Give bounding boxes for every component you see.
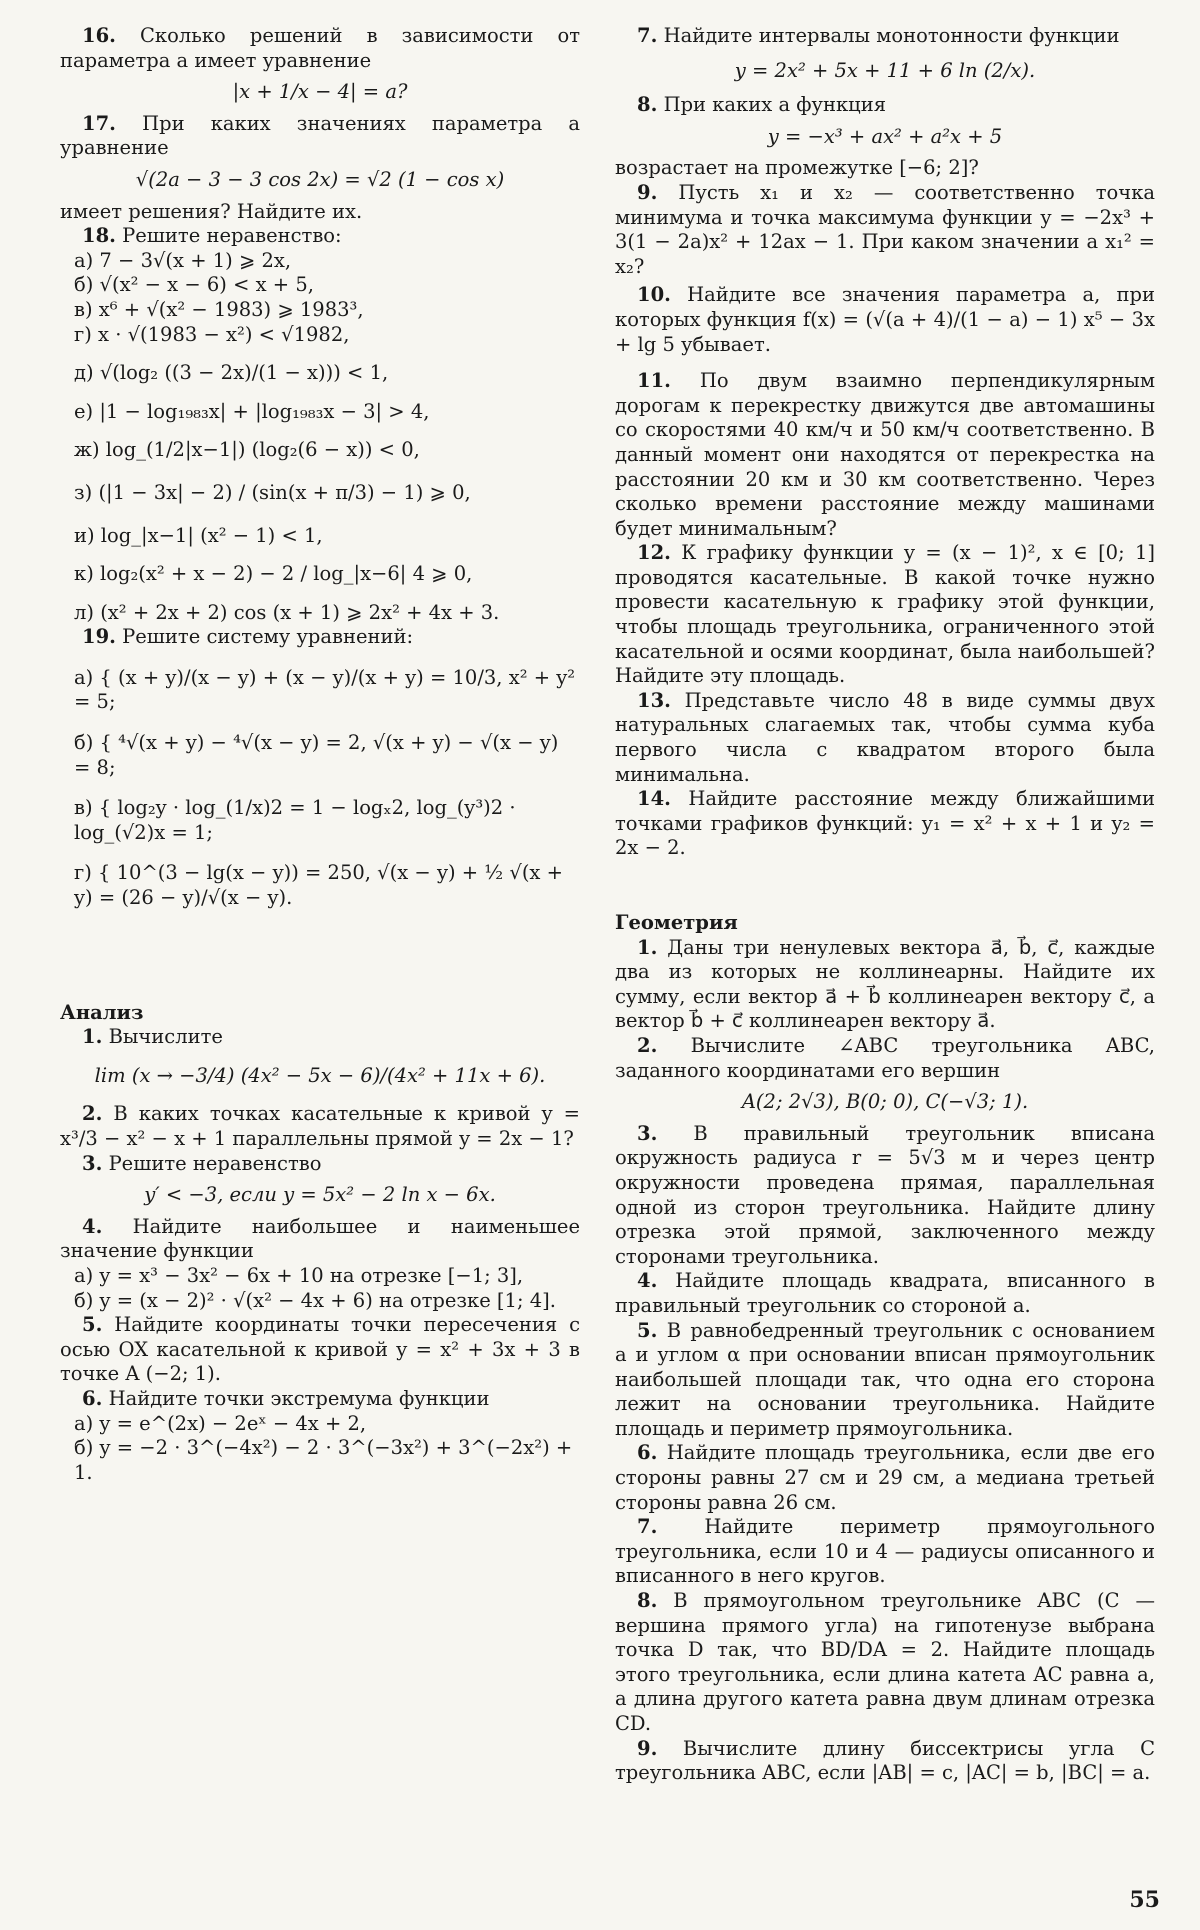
problem-text: При каких значениях параметра a уравнение (60, 111, 581, 160)
problem-19 (60, 625, 580, 650)
problem-text: Найдите координаты точки пересечения с осью OX касательной к кривой y = x² + 3x + 3 в точке A (−2; 1). (60, 1313, 580, 1386)
geometry-problem-3 (615, 1122, 1155, 1270)
sub-item: г) { 10^(3 − lg(x − y)) = 250, √(x − y) + ½ √(x + y) = (26 − y)/√(x − y). (74, 861, 563, 910)
problem-number: 4. (82, 1214, 103, 1238)
formula: y′ < −3, если y = 5x² − 2 ln x − 6x. (144, 1183, 496, 1207)
problem-number: 1. (637, 935, 658, 959)
sub-item: и) log_|x−1| (x² − 1) < 1, (74, 523, 323, 547)
problem-text: Найдите площадь квадрата, вписанного в правильный треугольник со стороной a. (615, 1269, 1156, 1317)
problem-text-continued: имеет решения? Найдите их. (60, 199, 363, 223)
geometry-problem-9 (615, 1737, 1155, 1786)
sub-item: з) (|1 − 3x| − 2) / (sin(x + π/3) − 1) ⩾ 0, (74, 480, 471, 504)
section-heading-analysis: Анализ (60, 1000, 144, 1024)
sub-item: б) y = (x − 2)² · √(x² − 4x + 6) на отрезке [1; 4]. (74, 1288, 556, 1312)
page-number: 55 (1129, 1887, 1160, 1913)
problem-number: 9. (637, 1736, 658, 1760)
problem-number: 2. (82, 1102, 103, 1126)
problem-number: 1. (82, 1025, 103, 1049)
problem-text: Найдите наибольшее и наименьшее значение функции (60, 1214, 581, 1263)
problem-number: 14. (637, 787, 671, 811)
analysis-problem-14 (615, 787, 1155, 861)
problem-number: 8. (637, 1589, 658, 1613)
problem-text: Найдите площадь треугольника, если две его стороны равны 27 см и 29 см, а медиана третьей стороны равна 26 см. (615, 1441, 1155, 1514)
problem-text: Найдите интервалы монотонности функции (663, 24, 1120, 47)
analysis-problem-8 (615, 93, 1155, 118)
analysis-problem-5 (60, 1313, 580, 1387)
sub-item: а) 7 − 3√(x + 1) ⩾ 2x, (74, 248, 292, 272)
problem-text: При каких a функция (663, 93, 887, 117)
analysis-problem-13 (615, 689, 1155, 787)
formula: y = −x³ + ax² + a²x + 5 (767, 124, 1003, 148)
problem-number: 12. (637, 541, 671, 565)
geometry-problem-4 (615, 1269, 1155, 1318)
problem-text: Даны три ненулевых вектора a⃗, b⃗, c⃗, каждые два из которых не коллинеарны. Найдите их сумму, если вектор a⃗ + b⃗ коллинеарен вектору c⃗, а вектор b⃗ + c⃗ коллинеарен вектору a⃗. (615, 935, 1156, 1033)
sub-item: в) x⁶ + √(x² − 1983) ⩾ 1983³, (74, 297, 364, 321)
problem-text-continued: возрастает на промежутке [−6; 2]? (615, 156, 979, 180)
problem-number: 10. (637, 283, 671, 307)
problem-text: Представьте число 48 в виде суммы двух натуральных слагаемых так, чтобы сумма куба первого числа с квадратом второго была минимальна. (615, 688, 1155, 786)
geometry-problem-2 (615, 1034, 1155, 1083)
geometry-problem-5 (615, 1319, 1155, 1442)
right-column (615, 24, 1155, 1786)
problem-text: Вычислите (108, 1025, 223, 1049)
sub-item: а) { (x + y)/(x − y) + (x − y)/(x + y) = 10/3, x² + y² = 5; (74, 665, 576, 714)
problem-17 (60, 112, 580, 161)
problem-number: 5. (637, 1318, 658, 1342)
section-heading-geometry: Геометрия (615, 911, 738, 934)
problem-number: 18. (82, 224, 116, 248)
problem-number: 17. (82, 111, 116, 135)
analysis-problem-1 (60, 1025, 580, 1050)
sub-item: е) |1 − log₁₉₈₃x| + |log₁₉₈₃x − 3| > 4, (74, 399, 430, 423)
problem-number: 8. (637, 93, 658, 117)
problem-18 (60, 224, 580, 249)
problem-text: Найдите периметр прямоугольного треугольника, если 10 и 4 — радиусы описанного и вписанного в него кругов. (615, 1515, 1156, 1588)
problem-text: Пусть x₁ и x₂ — соответственно точка минимума и точка максимума функции y = −2x³ + 3(1 − 2a)x² + 12ax − 1. При каком значении a x₁² = x₂? (615, 180, 1156, 278)
problem-text: Сколько решений в зависимости от параметра a имеет уравнение (60, 24, 581, 72)
problem-number: 6. (637, 1441, 658, 1465)
geometry-problem-7 (615, 1515, 1155, 1589)
problem-text: Найдите все значения параметра a, при которых функция f(x) = (√(a + 4)/(1 − a) − 1) x⁵ − 3x + lg 5 убывает. (615, 283, 1156, 356)
sub-item: ж) log_(1/2|x−1|) (log₂(6 − x)) < 0, (74, 438, 420, 462)
problem-number: 2. (637, 1033, 658, 1057)
problem-text: Решите неравенство (108, 1151, 322, 1175)
problem-number: 19. (82, 625, 116, 649)
formula: |x + 1/x − 4| = a? (232, 80, 408, 104)
sub-item: а) y = e^(2x) − 2eˣ − 4x + 2, (74, 1411, 367, 1435)
problem-text: Решите систему уравнений: (122, 625, 414, 649)
sub-item: б) y = −2 · 3^(−4x²) − 2 · 3^(−3x²) + 3^(−2x²) + 1. (74, 1436, 573, 1484)
problem-text: Найдите точки экстремума функции (108, 1386, 490, 1410)
sub-item: а) y = x³ − 3x² − 6x + 10 на отрезке [−1; 3], (74, 1263, 524, 1287)
sub-item: б) { ⁴√(x + y) − ⁴√(x − y) = 2, √(x + y) − √(x − y) = 8; (74, 731, 559, 779)
problem-text: Решите неравенство: (122, 224, 342, 248)
problem-text: Вычислите ∠ABC треугольника ABC, заданного координатами его вершин (615, 1033, 1155, 1082)
geometry-problem-8 (615, 1589, 1155, 1737)
sub-item: к) log₂(x² + x − 2) − 2 / log_|x−6| 4 ⩾ 0, (74, 562, 473, 586)
formula: A(2; 2√3), B(0; 0), C(−√3; 1). (741, 1090, 1029, 1114)
problem-text: В каких точках касательные к кривой y = x³/3 − x² − x + 1 параллельны прямой y = 2x − 1? (60, 1102, 581, 1150)
geometry-problem-1 (615, 936, 1155, 1034)
formula: y = 2x² + 5x + 11 + 6 ln (2/x). (734, 58, 1036, 82)
analysis-problem-7 (615, 24, 1155, 49)
problem-number: 4. (637, 1269, 658, 1293)
geometry-problem-6 (615, 1441, 1155, 1515)
problem-text: По двум взаимно перпендикулярным дорогам к перекрестку движутся две автомашины со скоростями 40 км/ч и 50 км/ч соответственно. В данный момент они находятся от перекрестка на расстоянии 20 км и 30 км соответственно. Через сколько времени расстояние между машинами будет минимальным? (615, 369, 1155, 540)
problem-number: 5. (82, 1313, 103, 1337)
sub-item: г) x · √(1983 − x²) < √1982, (74, 322, 350, 346)
problem-number: 3. (82, 1151, 103, 1175)
analysis-problem-2 (60, 1102, 580, 1151)
problem-text: В прямоугольном треугольнике ABC (C — вершина прямого угла) на гипотенузе выбрана точка D так, что BD/DA = 2. Найдите площадь этого треугольника, если длина катета AC равна a, а длина другого катета равна двум длинам отрезка CD. (615, 1589, 1155, 1735)
left-column (60, 24, 580, 1485)
analysis-problem-11 (615, 369, 1155, 541)
analysis-problem-12 (615, 541, 1155, 689)
analysis-problem-6 (60, 1387, 580, 1412)
problem-number: 3. (637, 1121, 658, 1145)
problem-text: В правильный треугольник вписана окружность радиуса r = 5√3 м и через центр окружности проведена прямая, параллельная одной из сторон треугольника. Найдите длину отрезка этой прямой, заключенного между сторонами треугольника. (615, 1121, 1156, 1268)
analysis-problem-10 (615, 283, 1155, 357)
analysis-problem-4 (60, 1215, 580, 1264)
analysis-problem-3 (60, 1152, 580, 1177)
sub-item: в) { log₂y · log_(1/x)2 = 1 − logₓ2, log_(y³)2 · log_(√2)x = 1; (74, 796, 516, 844)
problem-number: 9. (637, 180, 658, 204)
problem-number: 6. (82, 1386, 103, 1410)
formula: lim (x → −3/4) (4x² − 5x − 6)/(4x² + 11x + 6). (94, 1063, 546, 1087)
problem-number: 13. (637, 688, 671, 712)
problem-text: К графику функции y = (x − 1)², x ∈ [0; 1] проводятся касательные. В какой точке нужно провести касательную к графику этой функции, чтобы площадь треугольника, ограниченного этой касательной и осями координат, была наибольшей? Найдите эту площадь. (615, 541, 1155, 688)
problem-16 (60, 24, 580, 73)
problem-text: Вычислите длину биссектрисы угла C треугольника ABC, если |AB| = c, |AC| = b, |BC| = a. (615, 1736, 1155, 1785)
problem-number: 16. (82, 24, 116, 47)
formula: √(2a − 3 − 3 cos 2x) = √2 (1 − cos x) (135, 167, 505, 191)
sub-item: л) (x² + 2x + 2) cos (x + 1) ⩾ 2x² + 4x + 3. (74, 600, 500, 624)
problem-number: 11. (637, 369, 671, 393)
sub-item: б) √(x² − x − 6) < x + 5, (74, 273, 314, 297)
problem-number: 7. (637, 24, 658, 47)
analysis-problem-9 (615, 181, 1155, 279)
sub-item: д) √(log₂ ((3 − 2x)/(1 − x))) < 1, (74, 361, 389, 385)
problem-number: 7. (637, 1515, 658, 1539)
problem-text: Найдите расстояние между ближайшими точками графиков функций: y₁ = x² + x + 1 и y₂ = 2x − 2. (615, 787, 1155, 860)
problem-text: В равнобедренный треугольник с основанием a и углом α при основании вписан прямоугольник наибольшей площади так, что одна его сторона лежит на основании треугольника. Найдите площадь и периметр прямоугольника. (615, 1318, 1155, 1440)
